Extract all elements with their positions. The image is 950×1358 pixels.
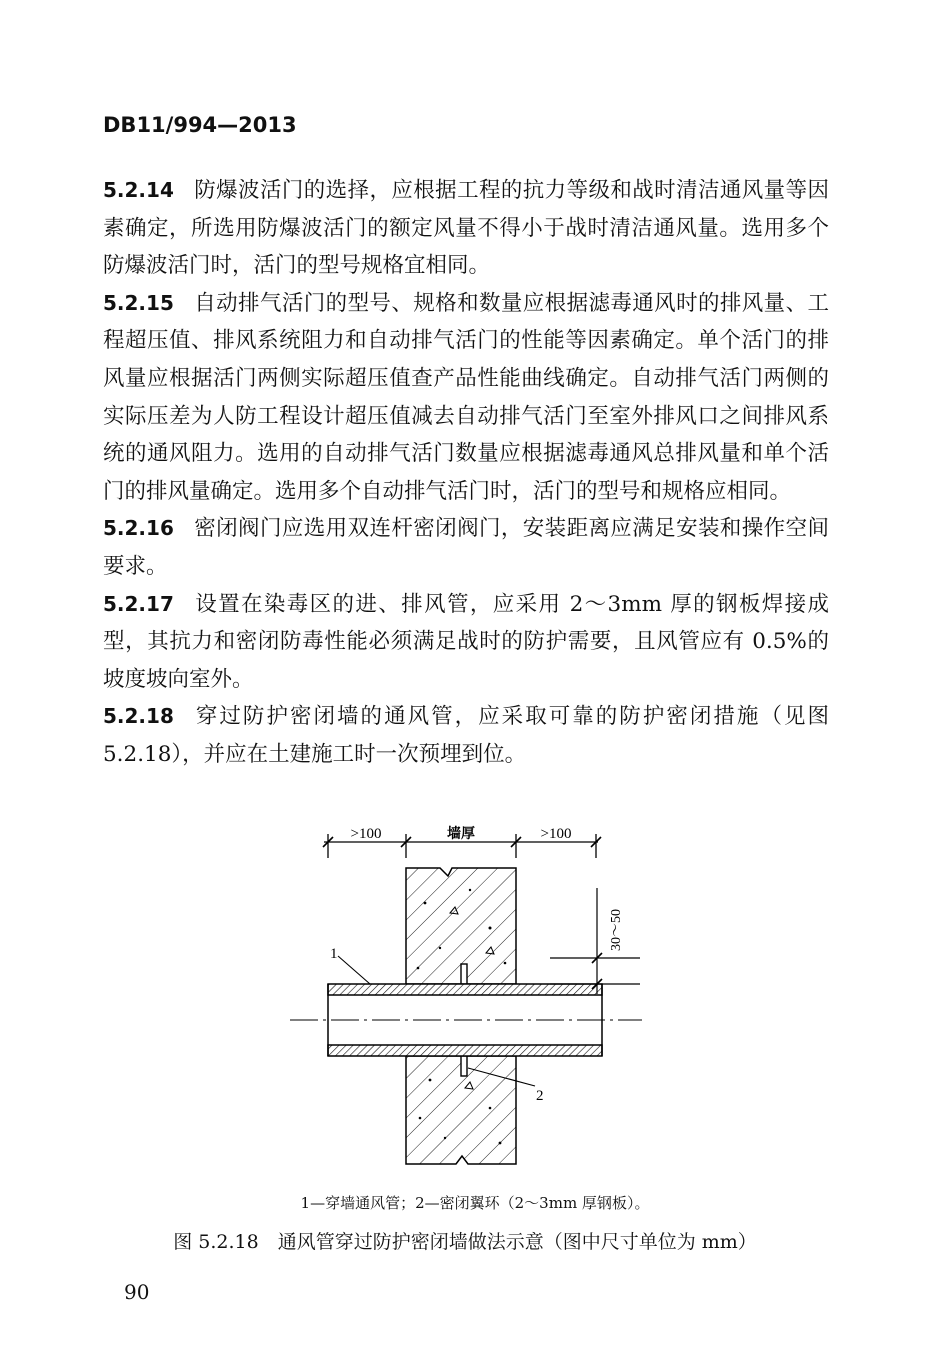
dimension-vertical-label: 30～50 — [609, 909, 624, 951]
clause-text: 密闭阀门应选用双连杆密闭阀门，安装距离应满足安装和操作空间要求。 — [103, 516, 829, 579]
clause-text: 防爆波活门的选择，应根据工程的抗力等级和战时清洁通风量等因素确定，所选用防爆波活门的额定风量不得小于战时清洁通风量。选用多个防爆波活门时，活门的型号规格宜相同。 — [103, 178, 829, 279]
clause-number: 5.2.16 — [103, 516, 174, 541]
figure-legend: 1—穿墙通风管；2—密闭翼环（2～3mm 厚钢板）。 — [300, 1194, 650, 1212]
clause-5-2-17 — [103, 586, 829, 699]
clause-5-2-18 — [103, 698, 829, 773]
sealing-flange-ring-bottom — [461, 1056, 467, 1076]
clause-number: 5.2.15 — [103, 290, 174, 315]
clause-number: 5.2.14 — [103, 178, 174, 202]
dimension-line-vertical — [550, 888, 640, 994]
clause-number: 5.2.18 — [103, 704, 174, 729]
leader-line-1 — [338, 956, 370, 984]
body-text — [103, 172, 829, 774]
clause-number: 5.2.17 — [103, 591, 174, 616]
dimension-right-label: >100 — [540, 826, 572, 842]
figure-caption: 图 5.2.18 通风管穿过防护密闭墙做法示意（图中尺寸单位为 mm） — [173, 1231, 757, 1253]
clause-5-2-15 — [103, 285, 829, 511]
dimension-left-label: >100 — [350, 826, 382, 842]
dimension-wall-label: 墙厚 — [447, 827, 475, 842]
clause-text: 设置在染毒区的进、排风管，应采用 2～3mm 厚的钢板焊接成型，其抗力和密闭防毒性能必须满足战时的防护需要，且风管应有 0.5%的坡度坡向室外。 — [103, 591, 829, 692]
label-1: 1 — [330, 946, 338, 962]
page-number: 90 — [124, 1280, 150, 1304]
clause-5-2-14 — [103, 172, 829, 285]
clause-5-2-16 — [103, 510, 829, 585]
sealing-flange-ring-top — [461, 964, 467, 984]
clause-text: 自动排气活门的型号、规格和数量应根据滤毒通风时的排风量、工程超压值、排风系统阻力和自动排气活门的性能等因素确定。单个活门的排风量应根据活门两侧实际超压值查产品性能曲线确定。自动排气活门两侧的实际压差为人防工程设计超压值减去自动排气活门至室外排风口之间排风系统的通风阻力。选用的自动排气活门数量应根据滤毒通风总排风量和单个活门的排风量确定。选用多个自动排气活门时，活门的型号和规格应相同。 — [103, 290, 829, 504]
document-code-header: DB11/994—2013 — [103, 113, 297, 137]
label-2: 2 — [536, 1088, 544, 1104]
clause-text: 穿过防护密闭墙的通风管，应采取可靠的防护密闭措施（见图 5.2.18），并应在土建施工时一次预埋到位。 — [103, 704, 829, 767]
figure-wall-penetration-diagram — [290, 818, 650, 1178]
